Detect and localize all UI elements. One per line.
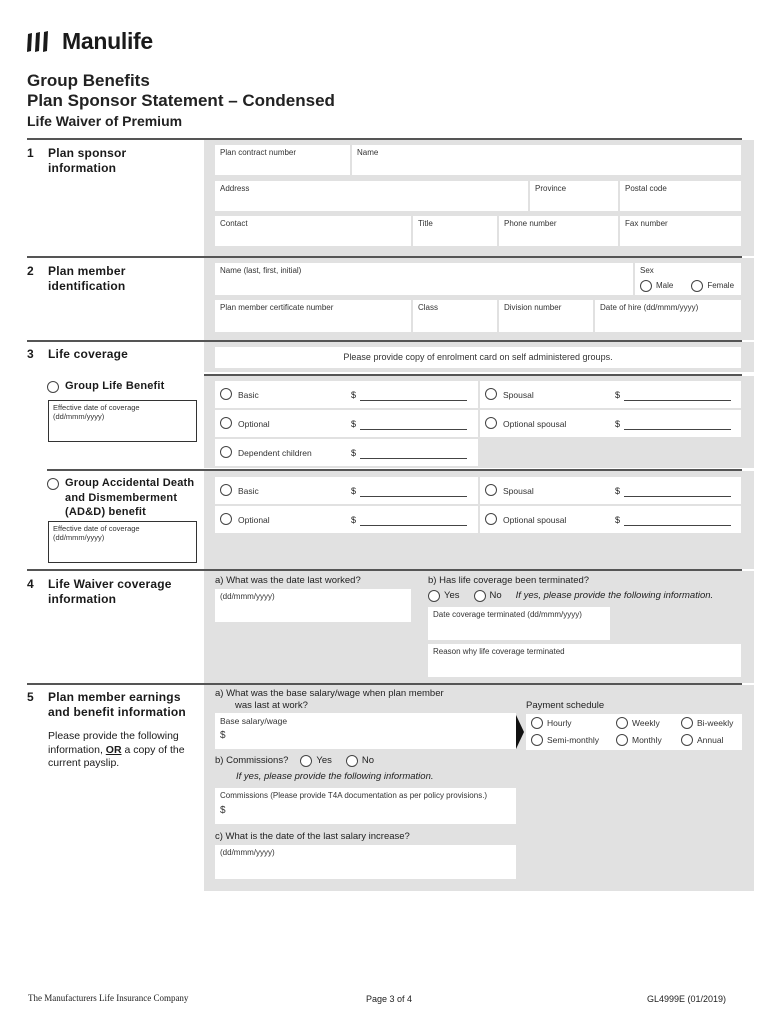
dependent-children-dollar: $: [351, 448, 357, 458]
basic-amount-line[interactable]: [360, 400, 467, 401]
weekly-label: Weekly: [632, 717, 660, 728]
optional-row: [215, 410, 478, 437]
annual-label: Annual: [697, 734, 724, 745]
commissions-no-radio[interactable]: [346, 755, 358, 767]
weekly-option[interactable]: [616, 717, 660, 729]
commissions-question: [215, 755, 374, 767]
add-optional-radio[interactable]: [220, 513, 232, 525]
optional-spousal-dollar: $: [615, 419, 621, 429]
terminated-no-radio[interactable]: [474, 590, 486, 602]
plan-contract-number-field[interactable]: Plan contract number: [215, 145, 350, 175]
province-field[interactable]: Province: [530, 181, 618, 211]
spousal-dollar: $: [615, 390, 621, 400]
base-salary-label: Base salary/wage: [220, 716, 288, 726]
terminated-yes-radio[interactable]: [428, 590, 440, 602]
add-spousal-amount-line[interactable]: [624, 496, 731, 497]
life-effective-date-label: Effective date of coverage: [53, 403, 140, 412]
add-spousal-row: [480, 477, 741, 504]
section-1-number: 1: [27, 146, 34, 160]
annual-option[interactable]: [681, 734, 723, 746]
section-5-title-line2: and benefit information: [48, 705, 186, 719]
terminated-no-label: No: [489, 590, 502, 601]
section-5-panel: [204, 685, 754, 891]
date-last-worked-field[interactable]: (dd/mmm/yyyy): [215, 589, 411, 622]
sponsor-name-field[interactable]: Name: [352, 145, 741, 175]
dependent-children-amount-line[interactable]: [360, 458, 467, 459]
brand-name: Manulife: [62, 28, 153, 54]
section-3-title: Life coverage: [48, 347, 128, 361]
page-subtitle: Life Waiver of Premium: [27, 113, 183, 129]
class-field[interactable]: Class: [413, 300, 497, 332]
optional-spousal-label: Optional spousal: [503, 419, 567, 429]
section-3-note-panel: [204, 342, 754, 372]
member-name-field[interactable]: Name (last, first, initial): [215, 263, 633, 295]
termination-reason-field[interactable]: Reason why life coverage terminated: [428, 644, 741, 677]
add-optional-row: [215, 506, 478, 533]
semimonthly-label: Semi-monthly: [547, 734, 599, 745]
optional-amount-line[interactable]: [360, 429, 467, 430]
add-basic-amount-line[interactable]: [360, 496, 467, 497]
base-salary-field[interactable]: [215, 713, 516, 749]
terminated-if-yes-note: If yes, please provide the following information.: [515, 590, 714, 601]
dependent-children-row: [215, 439, 478, 466]
title-field[interactable]: Title: [413, 216, 497, 246]
enrolment-card-note: Please provide copy of enrolment card on self administered groups.: [215, 347, 741, 368]
add-basic-label: Basic: [238, 486, 259, 496]
biweekly-option[interactable]: [681, 717, 733, 729]
basic-radio[interactable]: [220, 388, 232, 400]
arrow-right-icon: [516, 715, 526, 749]
section-1-title-line1: Plan sponsor: [48, 146, 127, 160]
section-1-panel: [204, 140, 754, 256]
commissions-yes-radio[interactable]: [300, 755, 312, 767]
section-1-title-line2: information: [48, 161, 117, 175]
optional-spousal-amount-line[interactable]: [624, 429, 731, 430]
semimonthly-radio[interactable]: [531, 734, 543, 746]
page-title: Group Benefits: [27, 71, 150, 90]
contact-field[interactable]: Contact: [215, 216, 411, 246]
add-optional-label: Optional: [238, 515, 270, 525]
add-optional-amount-line[interactable]: [360, 525, 467, 526]
section-4-title: [48, 577, 172, 607]
spousal-amount-line[interactable]: [624, 400, 731, 401]
commissions-label: Commissions (Please provide T4A documentation as per policy provisions.): [220, 791, 488, 800]
hourly-option[interactable]: [531, 717, 572, 729]
payslip-instruction-post: a copy of the: [121, 743, 185, 756]
group-life-benefit-option[interactable]: [47, 379, 165, 394]
life-benefit-panel: [204, 376, 754, 468]
add-spousal-radio[interactable]: [485, 484, 497, 496]
life-effective-date-field[interactable]: [48, 400, 197, 442]
manulife-logo-icon: [26, 31, 52, 53]
optional-radio[interactable]: [220, 417, 232, 429]
biweekly-radio[interactable]: [681, 717, 693, 729]
payslip-instruction-pre: information,: [48, 743, 106, 756]
section-1-title: [48, 146, 126, 176]
add-optional-spousal-label: Optional spousal: [503, 515, 567, 525]
section-4-number: 4: [27, 577, 34, 591]
division-number-field[interactable]: Division number: [499, 300, 593, 332]
hourly-label: Hourly: [547, 717, 572, 728]
add-optional-spousal-dollar: $: [615, 515, 621, 525]
section-5-title-line1: Plan member earnings: [48, 690, 181, 704]
payslip-instruction-line1: Please provide the following: [48, 730, 179, 742]
basic-dollar: $: [351, 390, 357, 400]
coverage-terminated-question: b) Has life coverage been terminated?: [428, 575, 590, 586]
add-effective-date-format: (dd/mmm/yyyy): [53, 533, 105, 542]
base-salary-question: [215, 688, 444, 712]
add-optional-spousal-radio[interactable]: [485, 513, 497, 525]
payment-schedule-options: [526, 714, 742, 750]
add-basic-dollar: $: [351, 486, 357, 496]
add-optional-spousal-row: [480, 506, 741, 533]
fax-number-field[interactable]: Fax number: [620, 216, 741, 246]
monthly-radio[interactable]: [616, 734, 628, 746]
add-benefit-label-line1: Group Accidental Death: [65, 477, 195, 489]
payslip-instruction-line3: current payslip.: [48, 757, 120, 769]
spousal-label: Spousal: [503, 390, 534, 400]
group-life-benefit-label: Group Life Benefit: [65, 380, 165, 392]
postal-code-field[interactable]: Postal code: [620, 181, 741, 211]
biweekly-label: Bi-weekly: [697, 717, 734, 728]
commissions-yes-label: Yes: [316, 755, 332, 766]
male-radio[interactable]: [640, 280, 652, 292]
payslip-instruction-line2: [48, 744, 185, 758]
semimonthly-option[interactable]: [531, 734, 599, 746]
optional-spousal-radio[interactable]: [485, 417, 497, 429]
add-basic-row: [215, 477, 478, 504]
add-benefit-option[interactable]: [47, 476, 194, 519]
basic-label: Basic: [238, 390, 259, 400]
optional-dollar: $: [351, 419, 357, 429]
add-spousal-label: Spousal: [503, 486, 534, 496]
manulife-logo: [26, 28, 153, 55]
base-salary-question-line1: a) What was the base salary/wage when plan member: [215, 688, 444, 699]
spousal-row: [480, 381, 741, 408]
add-spousal-dollar: $: [615, 486, 621, 496]
life-effective-date-format: (dd/mmm/yyyy): [53, 412, 105, 421]
date-last-worked-question: a) What was the date last worked?: [215, 575, 361, 586]
section-2-title-line1: Plan member: [48, 264, 126, 278]
group-life-benefit-radio[interactable]: [47, 381, 59, 393]
section-2-title: [48, 264, 126, 294]
commissions-field[interactable]: [215, 788, 516, 824]
female-radio[interactable]: [691, 280, 703, 292]
female-label: Female: [707, 281, 735, 290]
optional-label: Optional: [238, 419, 270, 429]
terminated-yes-label: Yes: [444, 590, 460, 601]
commissions-if-yes-note: If yes, please provide the following information.: [236, 771, 434, 782]
annual-radio[interactable]: [681, 734, 693, 746]
date-of-hire-field[interactable]: Date of hire (dd/mmm/yyyy): [595, 300, 741, 332]
last-salary-increase-field[interactable]: (dd/mmm/yyyy): [215, 845, 516, 879]
optional-spousal-row: [480, 410, 741, 437]
coverage-terminated-options: [428, 590, 713, 602]
commissions-dollar: $: [220, 805, 226, 816]
add-optional-dollar: $: [351, 515, 357, 525]
weekly-radio[interactable]: [616, 717, 628, 729]
add-benefit-label-line3: (AD&D) benefit: [65, 506, 147, 518]
base-salary-question-line2: was last at work?: [235, 700, 308, 711]
footer-company: The Manufacturers Life Insurance Company: [28, 993, 189, 1003]
dependent-children-radio[interactable]: [220, 446, 232, 458]
spousal-radio[interactable]: [485, 388, 497, 400]
commissions-question-label: b) Commissions?: [215, 755, 289, 766]
add-effective-date-field[interactable]: [48, 521, 197, 563]
basic-row: [215, 381, 478, 408]
address-field[interactable]: Address: [215, 181, 528, 211]
phone-number-field[interactable]: Phone number: [499, 216, 618, 246]
section-2-panel: [204, 258, 754, 340]
add-benefit-radio[interactable]: [47, 478, 59, 490]
add-effective-date-label: Effective date of coverage: [53, 524, 140, 533]
payslip-instruction: [48, 730, 185, 771]
footer-form-number: GL4999E (01/2019): [647, 994, 727, 1004]
add-benefit-label-line2: and Dismemberment: [65, 492, 178, 504]
payment-schedule-label: Payment schedule: [526, 700, 605, 711]
add-benefit-panel: [204, 471, 754, 569]
add-basic-radio[interactable]: [220, 484, 232, 496]
section-5-title: [48, 690, 186, 720]
male-label: Male: [656, 281, 674, 290]
page-title-line2: Plan Sponsor Statement – Condensed: [27, 91, 335, 110]
monthly-option[interactable]: [616, 734, 662, 746]
base-salary-dollar: $: [220, 730, 226, 741]
section-3-number: 3: [27, 347, 34, 361]
footer-page-number: Page 3 of 4: [366, 994, 413, 1004]
add-optional-spousal-amount-line[interactable]: [624, 525, 731, 526]
date-terminated-field[interactable]: Date coverage terminated (dd/mmm/yyyy): [428, 607, 610, 640]
certificate-number-field[interactable]: Plan member certificate number: [215, 300, 411, 332]
hourly-radio[interactable]: [531, 717, 543, 729]
section-5-number: 5: [27, 690, 34, 704]
sex-label: Sex: [640, 266, 654, 275]
section-4-title-line2: information: [48, 592, 117, 606]
section-2-title-line2: identification: [48, 279, 126, 293]
sex-field: [635, 263, 741, 295]
section-2-number: 2: [27, 264, 34, 278]
section-4-panel: [204, 571, 754, 683]
section-4-title-line1: Life Waiver coverage: [48, 577, 172, 591]
payslip-instruction-or: OR: [105, 743, 122, 756]
dependent-children-label: Dependent children: [238, 448, 312, 458]
monthly-label: Monthly: [632, 734, 662, 745]
commissions-no-label: No: [361, 755, 375, 766]
last-salary-increase-question: c) What is the date of the last salary increase?: [215, 831, 410, 842]
